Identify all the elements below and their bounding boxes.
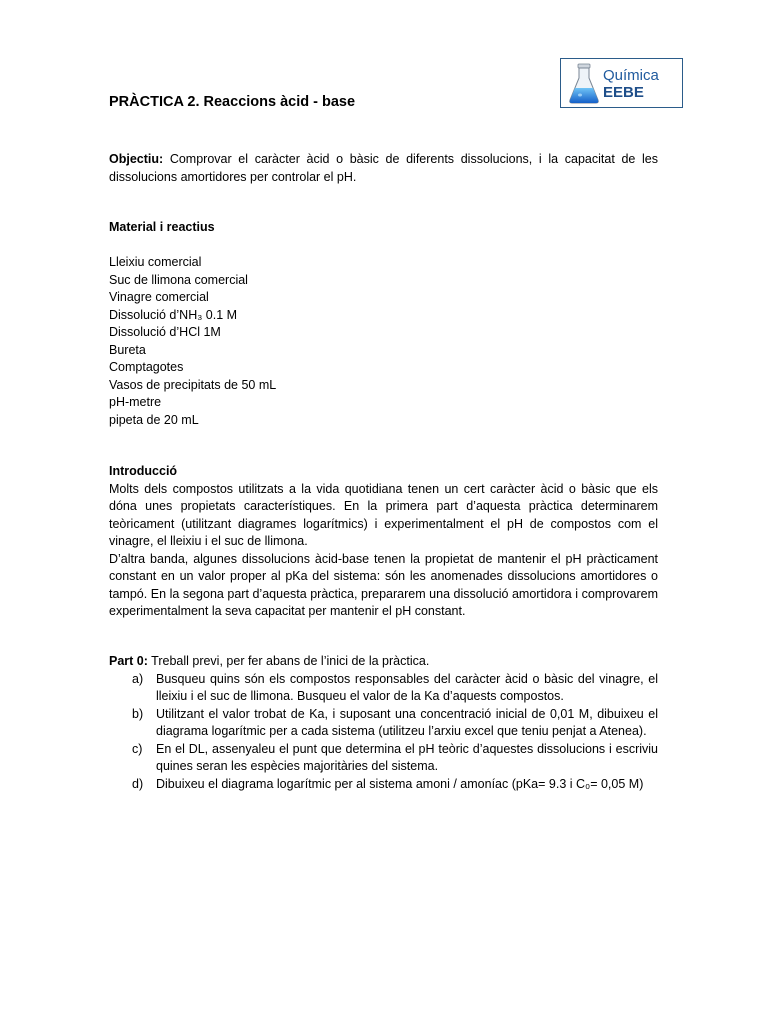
list-item: pipeta de 20 mL [109,412,199,427]
introduction-paragraph-2: D’altra banda, algunes dissolucions àcid-base tenen la propietat de mantenir el pH pràcticament constant en un valor proper al pKa del sistema: són les anomenades dissolucions amortidores o tampó. En la segona part d’aquesta pràctica, prepararem una dissolució amortidora i comprovarem experimentalment la seva capacitat per mantenir el pH constant. [109,551,658,618]
list-item [109,741,658,776]
list-item: Vinagre comercial [109,290,209,304]
part0-heading [109,653,658,671]
introduction-heading: Introducció [109,464,178,478]
logo-line-eebe: EEBE [603,84,644,101]
item-text: En el DL, assenyaleu el punt que determina el pH teòric d’aquestes dissolucions i escriviu quines seran les espècies majoritàries del sistema. [156,741,658,773]
objective-label: Objectiu: [109,152,164,166]
list-item: Comptagotes [109,360,184,374]
list-item: Lleixiu comercial [109,255,202,269]
list-item [109,776,658,794]
list-item: Dissolució d’HCl 1M [109,325,221,339]
part0-section [109,653,658,793]
list-item: pH-metre [109,395,162,409]
item-marker: b) [132,706,144,721]
item-marker: d) [132,776,144,791]
objective-text: Comprovar el caràcter àcid o bàsic de diferents dissolucions, i la capacitat de les dissolucions amortidores per controlar el pH. [109,152,658,184]
item-text: Dibuixeu el diagrama logarítmic per al sistema amoni / amoníac (pKa= 9.3 i C₀= 0,05 M) [156,776,644,791]
materials-list [109,254,658,429]
item-text: Utilitzant el valor trobat de Ka, i suposant una concentració inicial de 0,01 M, dibuixeu el diagrama logarítmic per a cada sistema (utilitzeu l’arxiu excel que teniu penjat a Atenea). [156,706,658,738]
flask-icon [567,62,601,106]
item-text: Busqueu quins són els compostos responsables del caràcter àcid o bàsic del vinagre, el lleixiu i el suc de llimona. Busqueu el valor de la Ka d’aquests compostos. [156,671,658,703]
list-item: Suc de llimona comercial [109,272,248,287]
part0-task-list [109,671,658,794]
quimica-eebe-logo [560,58,683,108]
list-item: Bureta [109,342,146,357]
materials-heading: Material i reactius [109,220,215,234]
introduction-paragraph-1: Molts dels compostos utilitzats a la vida quotidiana tenen un cert caràcter àcid o bàsic que els dóna unes propietats característiques. En la primera part d’aquesta pràctica determinarem teòricament (utilitzant diagrames logarítmics) i experimentalment el pH de compostos com el vinagre, el lleixiu i el suc de llimona. [109,481,658,548]
item-marker: c) [132,741,143,756]
list-item [109,706,658,741]
introduction-section [109,463,658,621]
logo-line-quimica: Química [603,67,659,84]
part0-text: Treball previ, per fer abans de l’inici de la pràctica. [147,654,430,668]
page-title: PRÀCTICA 2. Reaccions àcid - base [109,94,356,110]
part0-label: Part 0: [109,654,148,668]
item-marker: a) [132,671,144,686]
list-item: Dissolució d’NH₃ 0.1 M [109,307,238,322]
objective-paragraph [109,151,658,186]
list-item: Vasos de precipitats de 50 mL [109,377,277,392]
list-item [109,671,658,706]
